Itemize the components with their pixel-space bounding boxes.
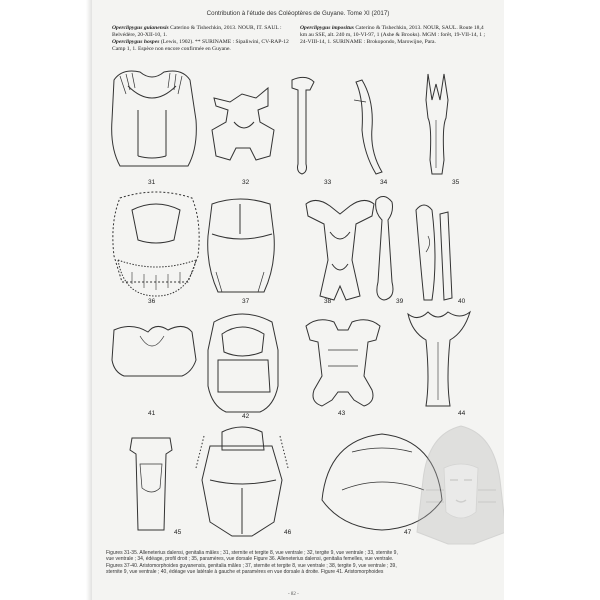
figure-42-drawing [208,314,278,412]
figure-43-drawing [306,320,380,406]
figure-38-drawing [306,200,374,300]
figure-caption [106,550,498,576]
figure-number: 46 [284,529,292,536]
caption-line: Figures 37-40. Aristomorphoides guyanensis, genitalia mâles ; 37, sternite et tergite 8, vue ventrale ; 38, tergite 9, vue ventrale ; 39, [106,562,397,569]
figure-number: 44 [458,410,466,417]
page [92,0,504,600]
figure-number: 45 [174,529,182,536]
pharaoh-watermark [414,420,504,550]
figure-number: 34 [380,179,388,186]
figure-39-drawing [376,196,393,300]
figure-33-drawing [292,77,314,174]
caption-line: sternite 9, vue ventrale ; 40, édéage vue latérale à gauche et paramères en vue dorsale à droite. Figure 41. Aristomorphoides [106,569,384,576]
figure-31-drawing [112,71,197,166]
figure-46-drawing [196,427,288,536]
figure-number: 32 [242,179,250,186]
figure-number: 35 [452,179,460,186]
species-name: Operclipygus impositus [300,25,354,31]
species-name: Operclipygus guianensis [112,25,169,31]
figure-35-drawing [426,74,448,174]
figure-44-drawing [408,312,470,406]
figure-45-drawing [130,438,172,530]
figure-number: 40 [458,298,466,305]
species-record: Caterino & Tishechkin, 2013. NOUR, IT. SAUL : Belvédère, 20-XII-10, 1. [112,25,282,38]
figure-32-drawing [212,88,274,160]
figure-36-drawing [113,192,199,296]
figure-number: 43 [338,410,346,417]
page-number: - 82 - [288,592,299,597]
figure-40-drawing [416,205,452,300]
figure-number: 33 [324,179,332,186]
figure-number: 47 [404,529,412,536]
figure-number: 36 [148,298,156,305]
species-record: (Lewis, 1902). ** SURINAME : Sipaliwini, CV-RAP-12 Camp 1, 1. Espèce non encore confirmée en Guyane. [112,39,289,52]
left-column [112,25,292,53]
figure-number: 39 [396,298,404,305]
caption-line: vue ventrale ; 34, édéage, profil droit ; 35, paramères, vue dorsale Figure 36. Alleneterius dalensi, genitalia femelles, vue ventrale. [106,556,394,563]
species-record: Caterino & Tishechkin, 2013. NOUR, SAUL. Route 18,4 km au SSE, alt. 240 m, 10-VI-97, 1 (Ashe & Brooks). MGM : forêt, 19-VII-14, 1 ; 24-VIII-14, 1. SURINAME : Brokopondo, Marowijne, Para. [300,25,486,45]
figure-number: 38 [324,298,332,305]
figure-number: 37 [242,298,250,305]
running-header: Contribution à l'étude des Coléoptères de Guyane. Tome XI (2017) [206,10,390,17]
right-column [300,25,490,46]
figure-number: 42 [242,413,250,420]
caption-line: Figures 31-35. Alleneterius dalensi, genitalia mâles ; 31, sternite et tergite 8, vue ventrale ; 32, tergite 9, vue ventrale ; 33, sternite 9, [106,550,398,556]
figure-37-drawing [208,199,275,292]
figure-number: 31 [148,179,156,186]
figure-41-drawing [112,326,196,376]
figure-number: 41 [148,410,156,417]
species-name: Operclipygus hospes [112,39,160,45]
figure-34-drawing [354,80,382,174]
